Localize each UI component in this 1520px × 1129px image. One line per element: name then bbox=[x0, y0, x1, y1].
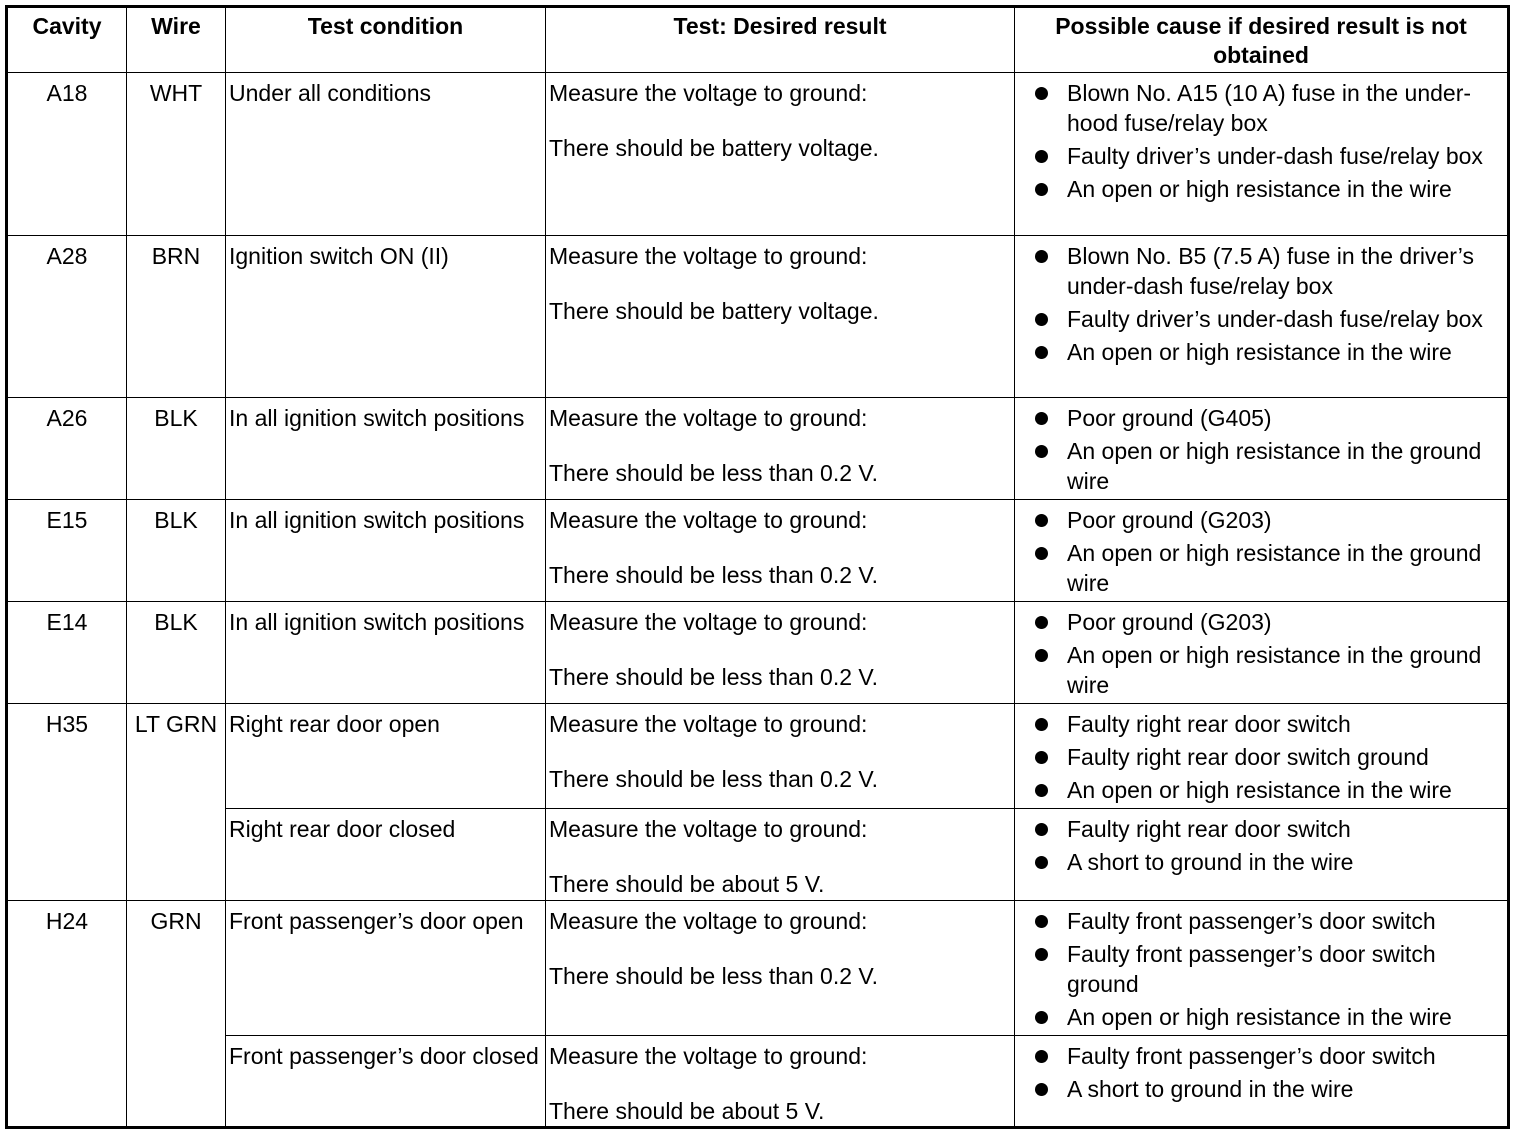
result-expected: There should be less than 0.2 V. bbox=[549, 460, 879, 486]
table-row bbox=[7, 809, 1509, 901]
desired-result-cell bbox=[546, 809, 1015, 901]
wire-cell: BLK bbox=[127, 398, 226, 500]
cause-item: An open or high resistance in the wire bbox=[1033, 775, 1501, 805]
bullet-icon bbox=[1035, 948, 1048, 961]
bullet-icon bbox=[1035, 616, 1048, 629]
cause-list bbox=[1033, 241, 1501, 367]
bullet-icon bbox=[1035, 445, 1048, 458]
cause-item: Blown No. B5 (7.5 A) fuse in the driver’s under-dash fuse/relay box bbox=[1033, 241, 1501, 301]
bullet-icon bbox=[1035, 150, 1048, 163]
bullet-icon bbox=[1035, 784, 1048, 797]
cause-item: Poor ground (G203) bbox=[1033, 505, 1501, 535]
table-row bbox=[7, 236, 1509, 398]
wire-cell: BLK bbox=[127, 500, 226, 602]
desired-result-cell bbox=[546, 398, 1015, 500]
cause-item: Faulty right rear door switch bbox=[1033, 814, 1501, 844]
bullet-icon bbox=[1035, 87, 1048, 100]
table-row bbox=[7, 704, 1509, 809]
cause-item: Blown No. A15 (10 A) fuse in the under-hood fuse/relay box bbox=[1033, 78, 1501, 138]
wire-cell: GRN bbox=[127, 901, 226, 1128]
bullet-icon bbox=[1035, 856, 1048, 869]
bullet-icon bbox=[1035, 1050, 1048, 1063]
possible-cause-cell bbox=[1015, 73, 1509, 236]
cavity-cell: A26 bbox=[7, 398, 127, 500]
wire-cell: LT GRN bbox=[127, 704, 226, 901]
header-wire: Wire bbox=[127, 7, 226, 73]
table-row bbox=[7, 398, 1509, 500]
cause-item: An open or high resistance in the ground wire bbox=[1033, 436, 1501, 496]
test-condition-cell: In all ignition switch positions bbox=[226, 500, 546, 602]
cause-item: Faulty driver’s under-dash fuse/relay box bbox=[1033, 141, 1501, 171]
desired-result-cell bbox=[546, 704, 1015, 809]
cavity-cell: A28 bbox=[7, 236, 127, 398]
bullet-icon bbox=[1035, 1011, 1048, 1024]
bullet-icon bbox=[1035, 514, 1048, 527]
result-instruction: Measure the voltage to ground: bbox=[549, 80, 868, 106]
bullet-icon bbox=[1035, 346, 1048, 359]
cause-item: Faulty driver’s under-dash fuse/relay box bbox=[1033, 304, 1501, 334]
possible-cause-cell bbox=[1015, 398, 1509, 500]
result-instruction: Measure the voltage to ground: bbox=[549, 1043, 868, 1069]
cause-item: Faulty front passenger’s door switch ground bbox=[1033, 939, 1501, 999]
header-cavity: Cavity bbox=[7, 7, 127, 73]
desired-result-cell bbox=[546, 901, 1015, 1036]
cause-item: An open or high resistance in the wire bbox=[1033, 337, 1501, 367]
test-condition-cell: Ignition switch ON (II) bbox=[226, 236, 546, 398]
possible-cause-cell bbox=[1015, 236, 1509, 398]
result-instruction: Measure the voltage to ground: bbox=[549, 405, 868, 431]
cause-list bbox=[1033, 403, 1501, 496]
possible-cause-cell bbox=[1015, 809, 1509, 901]
result-instruction: Measure the voltage to ground: bbox=[549, 711, 868, 737]
cause-list bbox=[1033, 906, 1501, 1032]
result-expected: There should be about 5 V. bbox=[549, 871, 825, 897]
test-condition-cell: Front passenger’s door open bbox=[226, 901, 546, 1036]
cause-item: Faulty right rear door switch bbox=[1033, 709, 1501, 739]
test-condition-cell: In all ignition switch positions bbox=[226, 602, 546, 704]
bullet-icon bbox=[1035, 915, 1048, 928]
wire-cell: WHT bbox=[127, 73, 226, 236]
cause-list bbox=[1033, 505, 1501, 598]
bullet-icon bbox=[1035, 313, 1048, 326]
result-instruction: Measure the voltage to ground: bbox=[549, 816, 868, 842]
cavity-cell: H35 bbox=[7, 704, 127, 901]
header-row bbox=[7, 7, 1509, 73]
table-row bbox=[7, 73, 1509, 236]
desired-result-cell bbox=[546, 1036, 1015, 1128]
possible-cause-cell bbox=[1015, 901, 1509, 1036]
header-test-condition: Test condition bbox=[226, 7, 546, 73]
header-possible-cause: Possible cause if desired result is not obtained bbox=[1015, 7, 1509, 73]
result-expected: There should be less than 0.2 V. bbox=[549, 562, 879, 588]
result-instruction: Measure the voltage to ground: bbox=[549, 908, 868, 934]
bullet-icon bbox=[1035, 751, 1048, 764]
possible-cause-cell bbox=[1015, 500, 1509, 602]
bullet-icon bbox=[1035, 823, 1048, 836]
wire-cell: BLK bbox=[127, 602, 226, 704]
result-expected: There should be battery voltage. bbox=[549, 298, 879, 324]
possible-cause-cell bbox=[1015, 704, 1509, 809]
cavity-cell: E14 bbox=[7, 602, 127, 704]
wire-cell: BRN bbox=[127, 236, 226, 398]
desired-result-cell bbox=[546, 73, 1015, 236]
table-row bbox=[7, 602, 1509, 704]
result-instruction: Measure the voltage to ground: bbox=[549, 507, 868, 533]
possible-cause-cell bbox=[1015, 1036, 1509, 1128]
test-condition-cell: Right rear door closed bbox=[226, 809, 546, 901]
result-instruction: Measure the voltage to ground: bbox=[549, 609, 868, 635]
cavity-cell: H24 bbox=[7, 901, 127, 1128]
bullet-icon bbox=[1035, 412, 1048, 425]
test-condition-cell: In all ignition switch positions bbox=[226, 398, 546, 500]
cause-item: Poor ground (G405) bbox=[1033, 403, 1501, 433]
cause-item: Faulty right rear door switch ground bbox=[1033, 742, 1501, 772]
bullet-icon bbox=[1035, 547, 1048, 560]
table-row bbox=[7, 500, 1509, 602]
cause-item: An open or high resistance in the ground wire bbox=[1033, 538, 1501, 598]
test-condition-cell: Right rear door open bbox=[226, 704, 546, 809]
troubleshooting-table bbox=[5, 5, 1510, 1129]
cause-item: Faulty front passenger’s door switch bbox=[1033, 1041, 1501, 1071]
cause-list bbox=[1033, 607, 1501, 700]
cause-list bbox=[1033, 814, 1501, 877]
desired-result-cell bbox=[546, 236, 1015, 398]
result-expected: There should be battery voltage. bbox=[549, 135, 879, 161]
desired-result-cell bbox=[546, 602, 1015, 704]
table-row bbox=[7, 1036, 1509, 1128]
bullet-icon bbox=[1035, 250, 1048, 263]
cause-item: An open or high resistance in the ground wire bbox=[1033, 640, 1501, 700]
bullet-icon bbox=[1035, 1083, 1048, 1096]
test-condition-cell: Front passenger’s door closed bbox=[226, 1036, 546, 1128]
result-instruction: Measure the voltage to ground: bbox=[549, 243, 868, 269]
result-expected: There should be less than 0.2 V. bbox=[549, 766, 879, 792]
cause-list bbox=[1033, 709, 1501, 805]
cause-item: A short to ground in the wire bbox=[1033, 847, 1501, 877]
result-expected: There should be about 5 V. bbox=[549, 1098, 825, 1124]
bullet-icon bbox=[1035, 718, 1048, 731]
cause-item: A short to ground in the wire bbox=[1033, 1074, 1501, 1104]
bullet-icon bbox=[1035, 649, 1048, 662]
possible-cause-cell bbox=[1015, 602, 1509, 704]
cause-list bbox=[1033, 78, 1501, 204]
table-row bbox=[7, 901, 1509, 1036]
result-expected: There should be less than 0.2 V. bbox=[549, 963, 879, 989]
header-desired-result: Test: Desired result bbox=[546, 7, 1015, 73]
cavity-cell: A18 bbox=[7, 73, 127, 236]
cause-item: Poor ground (G203) bbox=[1033, 607, 1501, 637]
cavity-cell: E15 bbox=[7, 500, 127, 602]
test-condition-cell: Under all conditions bbox=[226, 73, 546, 236]
cause-list bbox=[1033, 1041, 1501, 1104]
result-expected: There should be less than 0.2 V. bbox=[549, 664, 879, 690]
cause-item: Faulty front passenger’s door switch bbox=[1033, 906, 1501, 936]
bullet-icon bbox=[1035, 183, 1048, 196]
desired-result-cell bbox=[546, 500, 1015, 602]
cause-item: An open or high resistance in the wire bbox=[1033, 1002, 1501, 1032]
cause-item: An open or high resistance in the wire bbox=[1033, 174, 1501, 204]
